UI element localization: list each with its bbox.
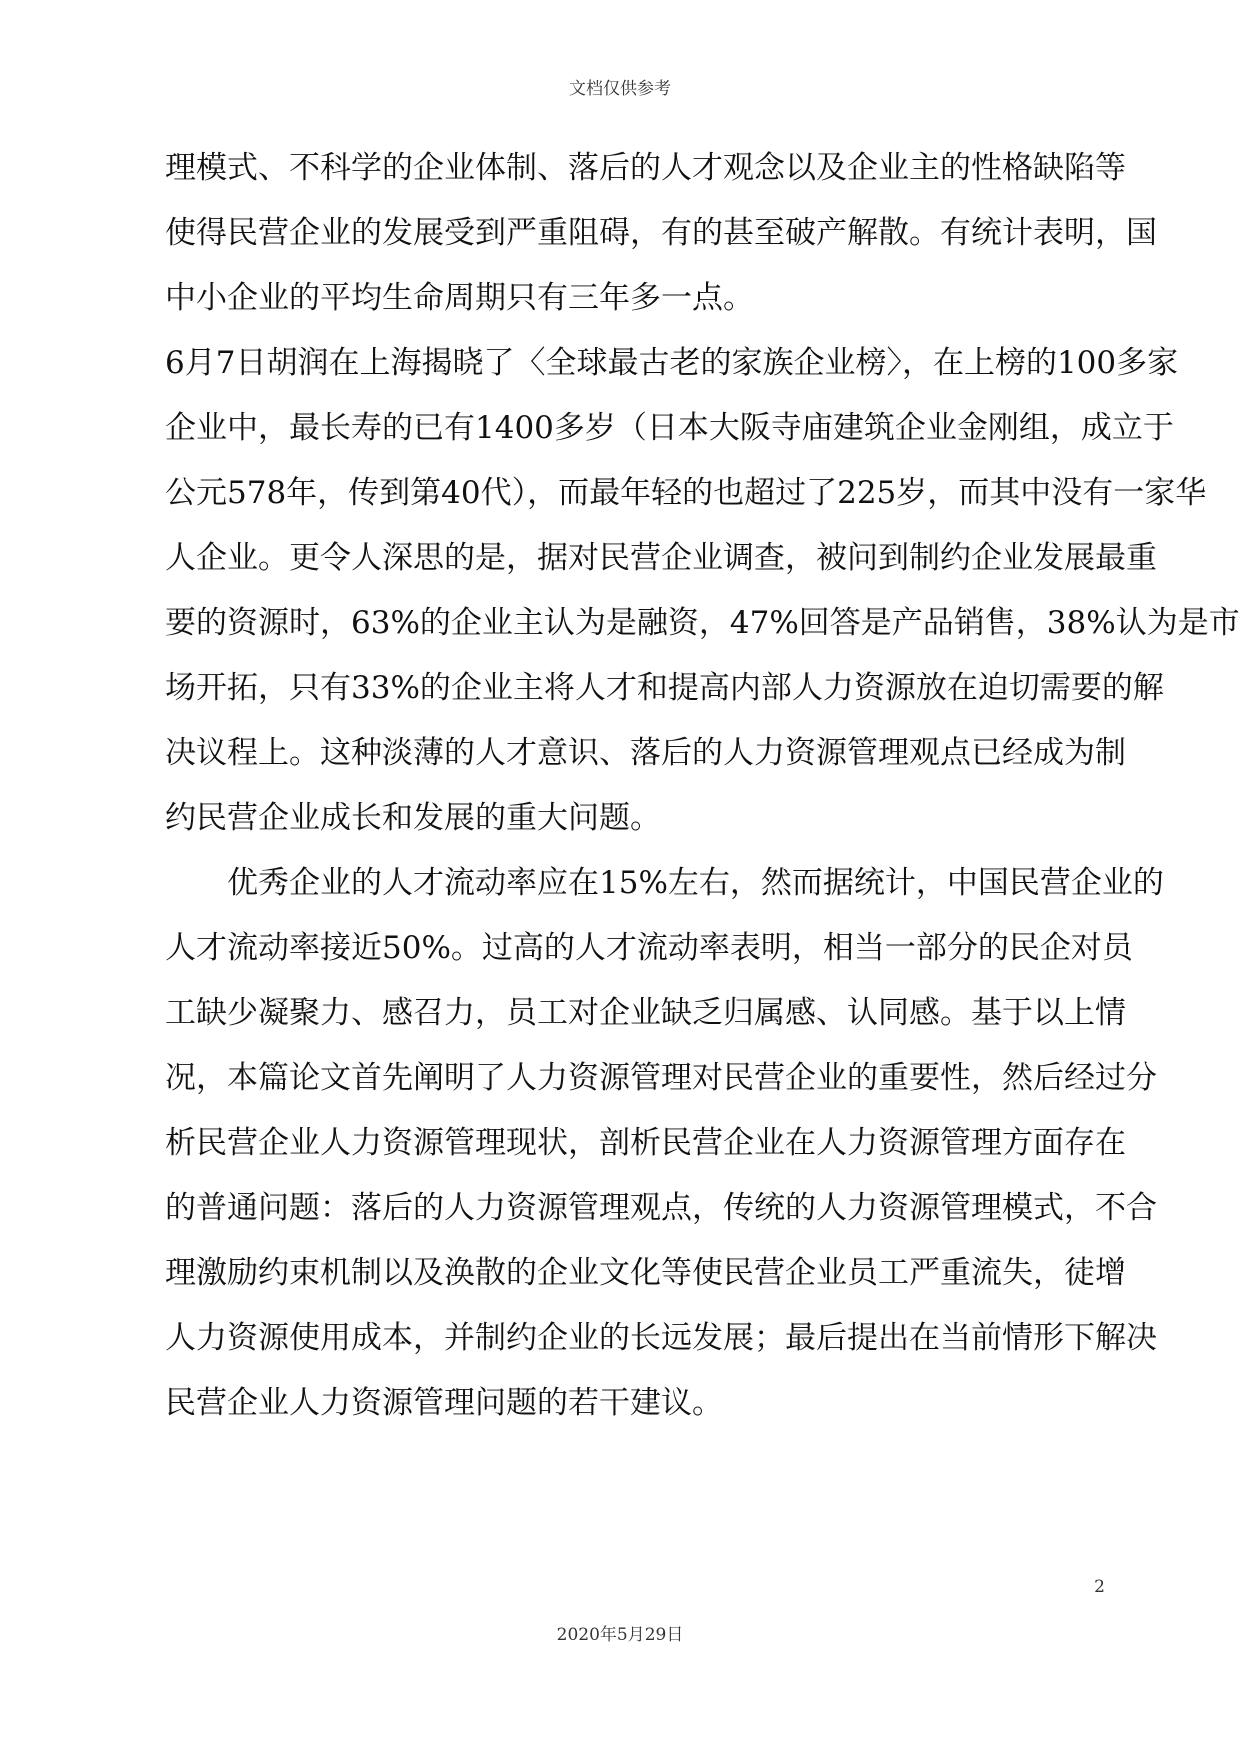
text-line: 中小企业的平均生命周期只有三年多一点。 — [165, 280, 754, 316]
text-line: 析民营企业人力资源管理现状，剖析民营企业在人力资源管理方面存在 — [165, 1125, 1126, 1161]
text-line: 理激励约束机制以及涣散的企业文化等使民营企业员工严重流失，徒增 — [165, 1255, 1126, 1291]
text-line: 理模式、不科学的企业体制、落后的人才观念以及企业主的性格缺陷等 — [165, 150, 1126, 186]
document-body — [165, 136, 1240, 1436]
text-line: 公元578年，传到第40代），而最年轻的也超过了225岁，而其中没有一家华 — [165, 475, 1207, 511]
text-line: 决议程上。这种淡薄的人才意识、落后的人力资源管理观点已经成为制 — [165, 735, 1126, 771]
text-line: 的普通问题：落后的人力资源管理观点，传统的人力资源管理模式，不合 — [165, 1190, 1157, 1226]
text-line: 人才流动率接近50%。过高的人才流动率表明，相当一部分的民企对员 — [165, 930, 1133, 966]
text-line: 约民营企业成长和发展的重大问题。 — [165, 800, 661, 836]
footer-date: 2020年5月29日 — [556, 1625, 684, 1645]
text-line: 场开拓，只有33%的企业主将人才和提高内部人力资源放在迫切需要的解 — [165, 670, 1164, 706]
text-line: 况，本篇论文首先阐明了人力资源管理对民营企业的重要性，然后经过分 — [165, 1060, 1157, 1096]
text-line: 工缺少凝聚力、感召力，员工对企业缺乏归属感、认同感。基于以上情 — [165, 995, 1126, 1031]
page-number: 2 — [1094, 1577, 1105, 1597]
text-line-indented: 优秀企业的人才流动率应在15%左右，然而据统计，中国民营企业的 — [227, 865, 1164, 901]
page-header: 文档仅供参考 — [569, 79, 671, 99]
text-line: 人力资源使用成本，并制约企业的长远发展；最后提出在当前情形下解决 — [165, 1320, 1157, 1356]
text-line: 要的资源时，63%的企业主认为是融资，47%回答是产品销售，38%认为是市 — [165, 605, 1240, 641]
text-line: 企业中，最长寿的已有1400多岁（日本大阪寺庙建筑企业金刚组，成立于 — [165, 410, 1174, 446]
text-line: 人企业。更令人深思的是，据对民营企业调查，被问到制约企业发展最重 — [165, 540, 1157, 576]
text-line: 民营企业人力资源管理问题的若干建议。 — [165, 1385, 723, 1421]
text-line: 6月7日胡润在上海揭晓了〈全球最古老的家族企业榜〉，在上榜的100多家 — [165, 345, 1179, 381]
text-line: 使得民营企业的发展受到严重阻碍，有的甚至破产解散。有统计表明，国 — [165, 215, 1157, 251]
